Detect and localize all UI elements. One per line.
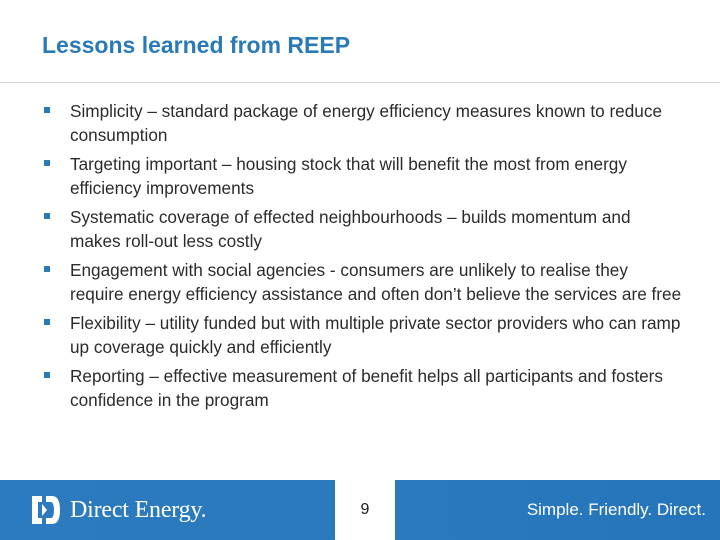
bullet-text: Simplicity – standard package of energy efficiency measures known to reduce consumption [70, 101, 663, 145]
footer-bar [0, 480, 720, 540]
square-bullet-icon [44, 319, 50, 325]
page-number-box [335, 480, 395, 540]
square-bullet-icon [44, 160, 50, 166]
square-bullet-icon [44, 213, 50, 219]
bullet-item [44, 205, 684, 253]
title-divider [0, 82, 720, 83]
bullet-text: Systematic coverage of effected neighbourhoods – builds momentum and makes roll-out less costly [70, 207, 631, 251]
bullet-text: Engagement with social agencies - consumers are unlikely to realise they require energy efficiency assistance and often don’t believe the services are free [70, 260, 682, 304]
bullet-text: Targeting important – housing stock that will benefit the most from energy efficiency improvements [70, 154, 627, 198]
bullet-item [44, 258, 684, 306]
brand-tagline: Simple. Friendly. Direct. [526, 500, 706, 519]
brand-name: Direct Energy. [70, 496, 207, 523]
square-bullet-icon [44, 107, 50, 113]
square-bullet-icon [44, 266, 50, 272]
bullet-item [44, 311, 684, 359]
bullet-item [44, 99, 684, 147]
slide-title: Lessons learned from REEP [42, 32, 351, 58]
direct-energy-logo-icon [28, 492, 62, 528]
brand-logo [28, 492, 206, 528]
square-bullet-icon [44, 372, 50, 378]
bullet-text: Flexibility – utility funded but with multiple private sector providers who can ramp up coverage quickly and efficiently [70, 313, 681, 357]
bullet-text: Reporting – effective measurement of benefit helps all participants and fosters confidence in the program [70, 366, 663, 410]
bullet-item [44, 364, 684, 412]
page-number: 9 [360, 501, 370, 518]
bullet-item [44, 152, 684, 200]
bullet-list [44, 99, 684, 417]
